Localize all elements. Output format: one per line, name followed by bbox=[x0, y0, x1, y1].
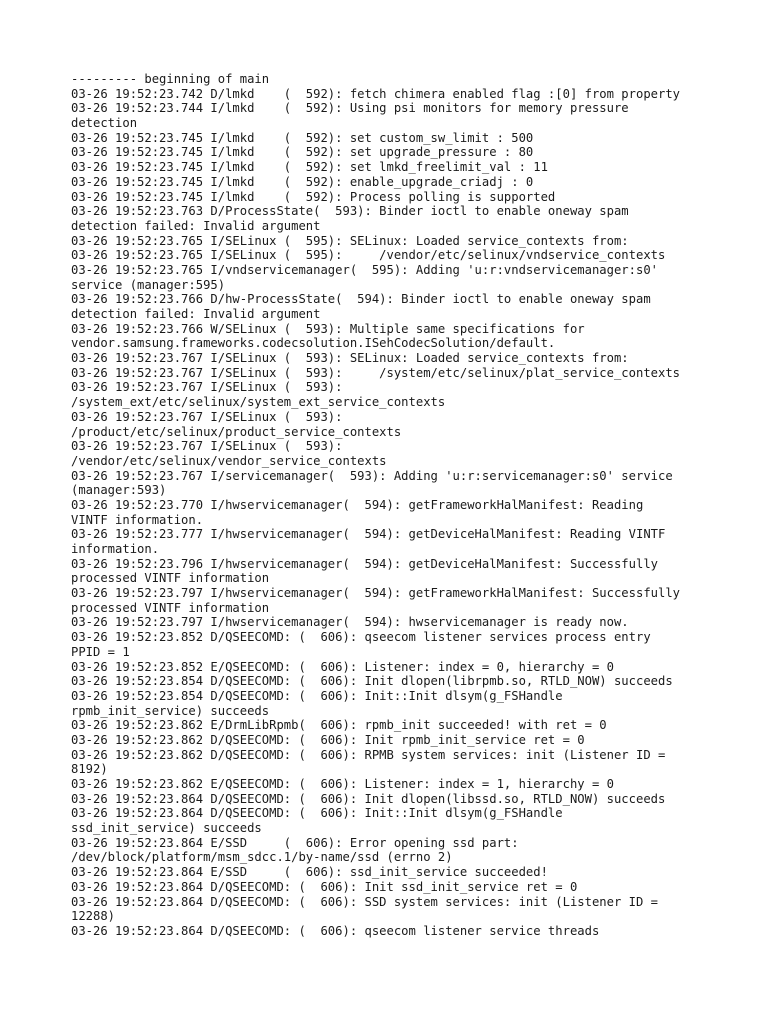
log-line: 03-26 19:52:23.767 I/SELinux ( 593): bbox=[71, 380, 343, 395]
log-line: 03-26 19:52:23.767 I/SELinux ( 593): bbox=[71, 439, 343, 454]
log-line: vendor.samsung.frameworks.codecsolution.ISehCodecSolution/default. bbox=[71, 336, 556, 351]
log-line: /product/etc/selinux/product_service_contexts bbox=[71, 424, 402, 439]
log-line: VINTF information. bbox=[71, 512, 204, 527]
log-line: /dev/block/platform/msm_sdcc.1/by-name/ssd (errno 2) bbox=[71, 850, 453, 865]
log-line: 03-26 19:52:23.864 D/QSEECOMD: ( 606): Init dlopen(libssd.so, RTLD_NOW) succeeds bbox=[71, 791, 666, 806]
log-line: 03-26 19:52:23.864 D/QSEECOMD: ( 606): Init ssd_init_service ret = 0 bbox=[71, 879, 578, 894]
log-line: 03-26 19:52:23.852 D/QSEECOMD: ( 606): qseecom listener services process entry bbox=[71, 630, 651, 645]
log-line: 03-26 19:52:23.862 E/DrmLibRpmb( 606): rpmb_init succeeded! with ret = 0 bbox=[71, 718, 607, 733]
log-line: 03-26 19:52:23.766 D/hw-ProcessState( 594): Binder ioctl to enable oneway spam bbox=[71, 292, 651, 307]
log-document bbox=[71, 72, 711, 939]
log-line: 03-26 19:52:23.862 E/QSEECOMD: ( 606): Listener: index = 1, hierarchy = 0 bbox=[71, 777, 614, 791]
log-line: /system_ext/etc/selinux/system_ext_service_contexts bbox=[71, 395, 446, 410]
log-line: 03-26 19:52:23.854 D/QSEECOMD: ( 606): Init::Init dlsym(g_FSHandle bbox=[71, 688, 563, 703]
log-line: information. bbox=[71, 542, 160, 556]
log-line: 03-26 19:52:23.745 I/lmkd ( 592): set upgrade_pressure : 80 bbox=[71, 145, 534, 160]
log-line: 03-26 19:52:23.763 D/ProcessState( 593): Binder ioctl to enable oneway spam bbox=[71, 204, 629, 219]
log-line: 03-26 19:52:23.864 E/SSD ( 606): Error opening ssd part: bbox=[71, 835, 519, 850]
log-line: 03-26 19:52:23.767 I/SELinux ( 593): bbox=[71, 409, 343, 424]
log-line: 8192) bbox=[71, 762, 108, 777]
log-line: PPID = 1 bbox=[71, 644, 130, 659]
log-line: detection failed: Invalid argument bbox=[71, 307, 321, 321]
log-line: 03-26 19:52:23.862 D/QSEECOMD: ( 606): RPMB system services: init (Listener ID = bbox=[71, 747, 666, 762]
log-line: 12288) bbox=[71, 909, 116, 924]
log-line: 03-26 19:52:23.854 D/QSEECOMD: ( 606): Init dlopen(librpmb.so, RTLD_NOW) succeeds bbox=[71, 674, 673, 689]
log-line: 03-26 19:52:23.864 E/SSD ( 606): ssd_init_service succeeded! bbox=[71, 865, 548, 880]
log-line: 03-26 19:52:23.742 D/lmkd ( 592): fetch chimera enabled flag :[0] from property bbox=[71, 86, 681, 101]
log-line: service (manager:595) bbox=[71, 277, 226, 292]
log-line: 03-26 19:52:23.864 D/QSEECOMD: ( 606): qseecom listener service threads bbox=[71, 923, 600, 938]
log-line: 03-26 19:52:23.745 I/lmkd ( 592): enable_upgrade_criadj : 0 bbox=[71, 174, 534, 189]
log-line: 03-26 19:52:23.777 I/hwservicemanager( 594): getDeviceHalManifest: Reading VINTF bbox=[71, 527, 666, 542]
log-line: 03-26 19:52:23.862 D/QSEECOMD: ( 606): Init rpmb_init_service ret = 0 bbox=[71, 732, 585, 747]
log-line: ssd_init_service) succeeds bbox=[71, 821, 262, 836]
log-line: detection bbox=[71, 116, 138, 131]
log-line: 03-26 19:52:23.767 I/SELinux ( 593): SELinux: Loaded service_contexts from: bbox=[71, 351, 629, 366]
log-line: 03-26 19:52:23.796 I/hwservicemanager( 594): getDeviceHalManifest: Successfully bbox=[71, 556, 658, 571]
log-line: 03-26 19:52:23.797 I/hwservicemanager( 594): getFrameworkHalManifest: Successfully bbox=[71, 586, 681, 601]
log-line: rpmb_init_service) succeeds bbox=[71, 703, 270, 718]
log-line: 03-26 19:52:23.765 I/vndservicemanager( 595): Adding 'u:r:vndservicemanager:s0' bbox=[71, 262, 658, 277]
log-line: 03-26 19:52:23.745 I/lmkd ( 592): Process polling is supported bbox=[71, 189, 556, 204]
log-line: 03-26 19:52:23.767 I/SELinux ( 593): /system/etc/selinux/plat_service_contexts bbox=[71, 365, 681, 380]
log-line: 03-26 19:52:23.864 D/QSEECOMD: ( 606): Init::Init dlsym(g_FSHandle bbox=[71, 806, 563, 821]
log-line: 03-26 19:52:23.770 I/hwservicemanager( 594): getFrameworkHalManifest: Reading bbox=[71, 497, 644, 512]
log-line: processed VINTF information bbox=[71, 571, 270, 586]
log-line: 03-26 19:52:23.852 E/QSEECOMD: ( 606): Listener: index = 0, hierarchy = 0 bbox=[71, 659, 614, 674]
log-line: 03-26 19:52:23.765 I/SELinux ( 595): SELinux: Loaded service_contexts from: bbox=[71, 233, 629, 248]
log-line: (manager:593) bbox=[71, 483, 167, 498]
log-line: 03-26 19:52:23.864 D/QSEECOMD: ( 606): SSD system services: init (Listener ID = bbox=[71, 894, 658, 909]
log-line: 03-26 19:52:23.797 I/hwservicemanager( 594): hwservicemanager is ready now. bbox=[71, 615, 629, 630]
log-line: --------- beginning of main bbox=[71, 72, 270, 86]
log-line: 03-26 19:52:23.766 W/SELinux ( 593): Multiple same specifications for bbox=[71, 321, 585, 336]
log-line: 03-26 19:52:23.745 I/lmkd ( 592): set lmkd_freelimit_val : 11 bbox=[71, 160, 548, 175]
log-line: 03-26 19:52:23.745 I/lmkd ( 592): set custom_sw_limit : 500 bbox=[71, 130, 534, 145]
log-line: processed VINTF information bbox=[71, 600, 270, 615]
log-line: 03-26 19:52:23.765 I/SELinux ( 595): /vendor/etc/selinux/vndservice_contexts bbox=[71, 248, 666, 263]
log-line: /vendor/etc/selinux/vendor_service_contexts bbox=[71, 453, 387, 468]
log-line: 03-26 19:52:23.744 I/lmkd ( 592): Using psi monitors for memory pressure bbox=[71, 101, 629, 116]
log-line: 03-26 19:52:23.767 I/servicemanager( 593): Adding 'u:r:servicemanager:s0' service bbox=[71, 468, 673, 483]
log-line: detection failed: Invalid argument bbox=[71, 218, 321, 233]
